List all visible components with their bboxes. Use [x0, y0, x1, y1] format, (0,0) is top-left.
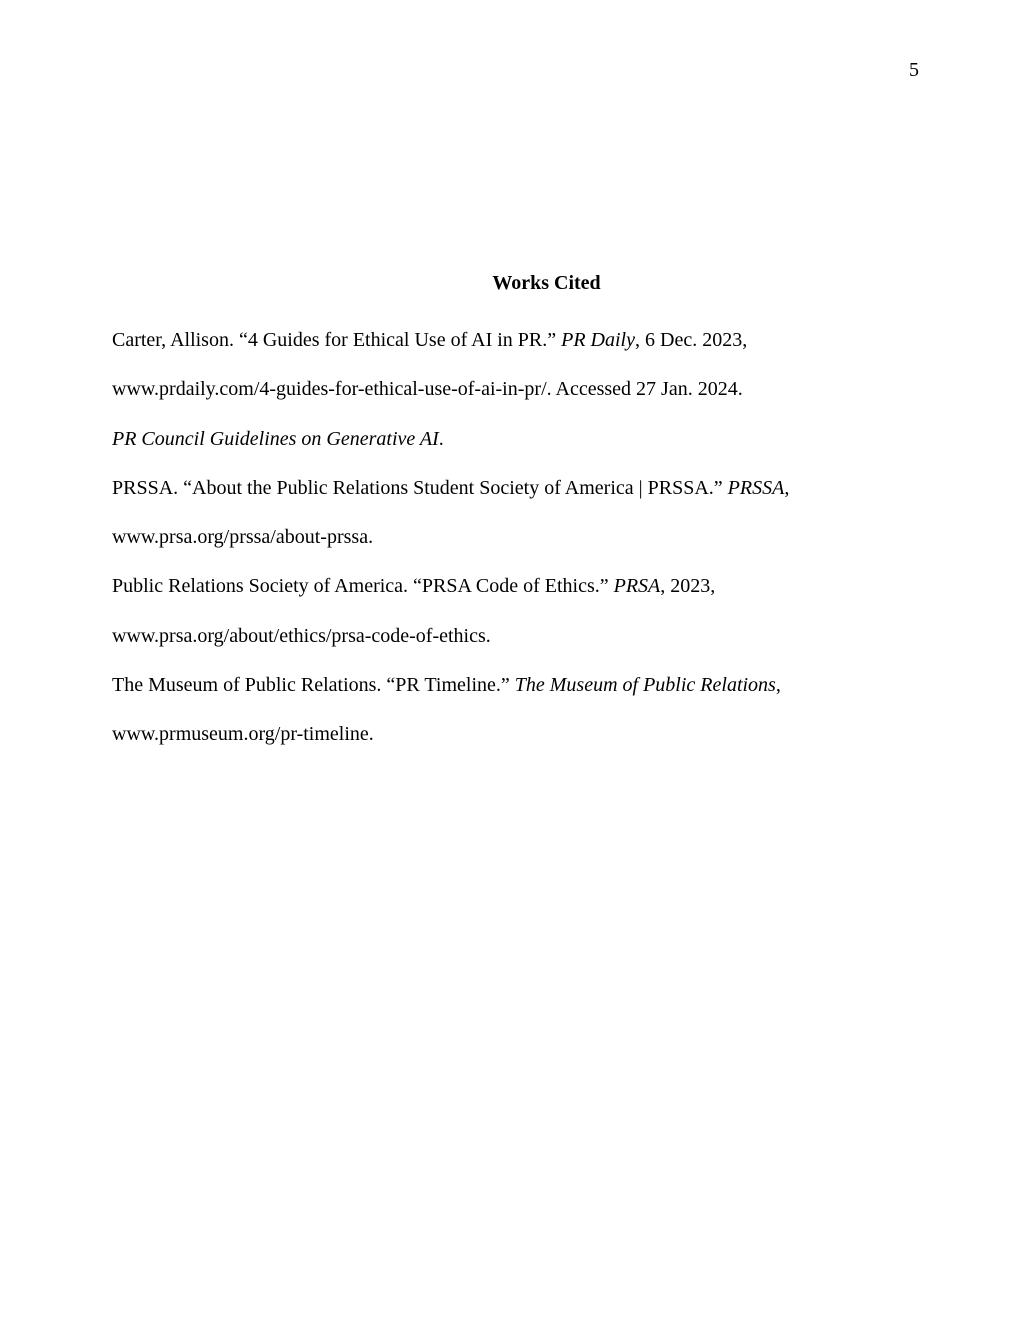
- citation-text: Carter, Allison. “4 Guides for Ethical Use of AI in PR.”: [112, 329, 562, 351]
- citation-container-title: The Museum of Public Relations: [514, 674, 776, 697]
- works-cited-heading: Works Cited: [492, 272, 601, 294]
- citation-entry: [112, 562, 912, 661]
- citation-first-line: [112, 562, 912, 611]
- citation-text: PRSSA. “About the Public Relations Student Society of America | PRSSA.”: [112, 476, 728, 499]
- citation-url-line: www.prsa.org/prssa/about-prssa.: [112, 526, 374, 549]
- citation-url-line: www.prmuseum.org/pr-timeline.: [112, 723, 374, 746]
- citation-entry: [112, 661, 912, 760]
- citation-first-line: [112, 316, 912, 365]
- citation-text: ,: [784, 476, 790, 499]
- citation-text: ,: [775, 674, 781, 697]
- citation-text: , 2023,: [660, 575, 716, 598]
- citation-text: The Museum of Public Relations. “PR Timeline.”: [112, 674, 515, 697]
- works-cited-list: [112, 316, 912, 760]
- citation-entry: [112, 316, 912, 415]
- citation-text: Public Relations Society of America. “PRSA Code of Ethics.”: [112, 575, 614, 598]
- citation-entry: [112, 464, 912, 563]
- page-number: 5: [909, 59, 919, 81]
- citation-container-title: PRSA: [613, 575, 661, 598]
- citation-first-line: [112, 661, 912, 710]
- citation-text: , 6 Dec. 2023,: [635, 329, 748, 351]
- citation-container-title: PR Council Guidelines on Generative AI: [112, 427, 439, 450]
- citation-container-title: PR Daily: [561, 329, 635, 351]
- citation-first-line: [112, 415, 912, 464]
- citation-entry: [112, 415, 912, 464]
- citation-first-line: [112, 464, 912, 513]
- citation-text: .: [438, 427, 444, 450]
- citation-url-line: www.prdaily.com/4-guides-for-ethical-use-of-ai-in-pr/. Accessed 27 Jan. 2024.: [112, 378, 743, 401]
- citation-container-title: PRSSA: [727, 476, 785, 499]
- citation-url-line: www.prsa.org/about/ethics/prsa-code-of-ethics.: [112, 624, 491, 647]
